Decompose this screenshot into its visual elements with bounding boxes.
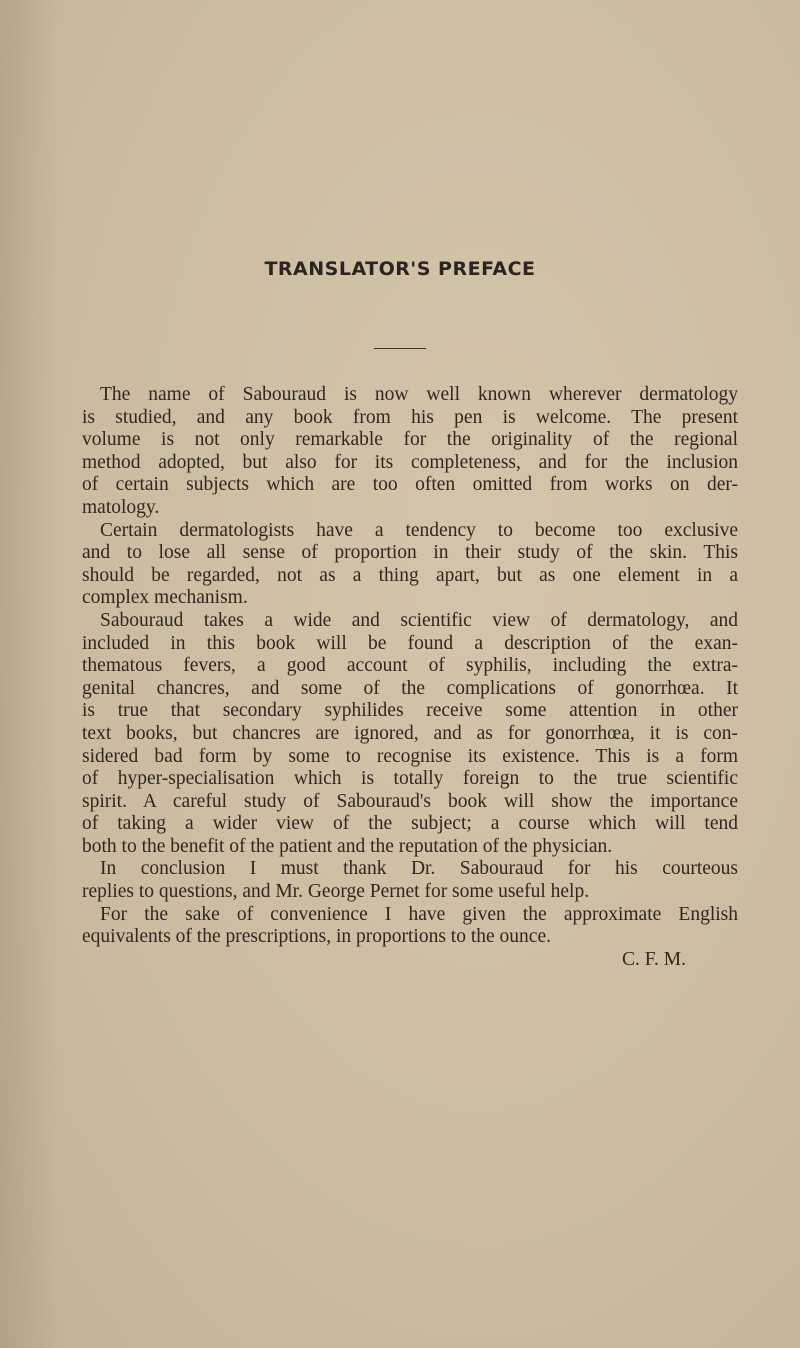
signature: C. F. M.	[621, 948, 686, 970]
text-line: and to lose all sense of proportion in their study of the skin. This	[82, 542, 738, 564]
text-line: For the sake of convenience I have given the approximate English	[100, 903, 738, 925]
text-line: Sabouraud takes a wide and scientific view of dermatology, and	[100, 609, 738, 631]
text-line: genital chancres, and some of the complications of gonorrhœa. It	[82, 677, 738, 699]
page-title: TRANSLATOR'S PREFACE	[264, 258, 536, 280]
text-line: included in this book will be found a description of the exan-	[82, 632, 738, 654]
text-line: thematous fevers, a good account of syphilis, including the extra-	[82, 655, 738, 677]
text-line: should be regarded, not as a thing apart, but as one element in a	[82, 564, 738, 586]
text-line: In conclusion I must thank Dr. Sabouraud for his courteous	[100, 858, 738, 880]
text-line: sidered bad form by some to recognise its existence. This is a form	[82, 745, 738, 767]
text-line: Certain dermatologists have a tendency to become too exclusive	[100, 519, 738, 541]
divider-rule	[374, 348, 426, 349]
text-line: both to the benefit of the patient and the reputation of the physician.	[82, 835, 613, 857]
text-line: complex mechanism.	[82, 587, 248, 609]
text-line: of certain subjects which are too often omitted from works on der-	[82, 474, 738, 496]
text-line: equivalents of the prescriptions, in proportions to the ounce.	[82, 926, 551, 948]
text-line: is true that secondary syphilides receive some attention in other	[82, 700, 738, 722]
text-line: matology.	[82, 496, 160, 518]
text-line: is studied, and any book from his pen is welcome. The present	[82, 406, 738, 428]
text-line: replies to questions, and Mr. George Pernet for some useful help.	[82, 881, 590, 903]
text-line: method adopted, but also for its completeness, and for the inclusion	[82, 451, 738, 473]
text-line: The name of Sabouraud is now well known wherever dermatology	[100, 384, 738, 405]
text-line: spirit. A careful study of Sabouraud's book will show the importance	[82, 790, 738, 812]
text-line: volume is not only remarkable for the originality of the regional	[82, 429, 738, 451]
text-line: text books, but chancres are ignored, and as for gonorrhœa, it is con-	[82, 722, 738, 744]
preface-body	[82, 384, 738, 971]
text-line: of taking a wider view of the subject; a course which will tend	[82, 813, 738, 835]
text-line: of hyper-specialisation which is totally foreign to the true scientific	[82, 768, 738, 790]
